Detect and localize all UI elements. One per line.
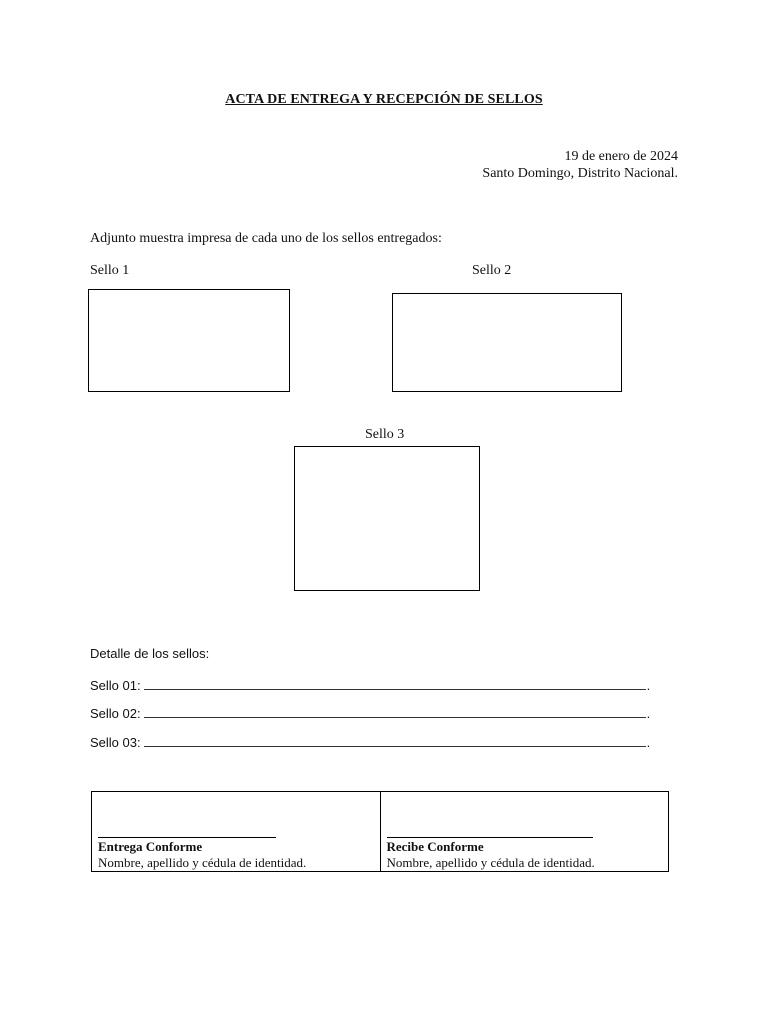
seal-detail-blank bbox=[144, 705, 646, 718]
seal-2-label: Sello 2 bbox=[472, 263, 512, 278]
signature-table bbox=[91, 791, 669, 872]
detail-heading: Detalle de los sellos: bbox=[90, 646, 210, 661]
seal-3-stamp-box bbox=[294, 446, 480, 591]
seal-detail-blank bbox=[144, 677, 646, 690]
seal-detail-line bbox=[90, 705, 650, 721]
intro-text: Adjunto muestra impresa de cada uno de los sellos entregados: bbox=[90, 231, 442, 246]
seal-3-label: Sello 3 bbox=[365, 427, 405, 442]
date-location-block bbox=[482, 148, 678, 182]
seal-1-label: Sello 1 bbox=[90, 263, 130, 278]
signature-description: Nombre, apellido y cédula de identidad. bbox=[98, 855, 307, 870]
document-location: Santo Domingo, Distrito Nacional. bbox=[482, 166, 678, 181]
seal-detail-end: . bbox=[646, 706, 651, 721]
signature-cell-delivery bbox=[92, 792, 380, 871]
seal-detail-line bbox=[90, 677, 650, 693]
signature-description: Nombre, apellido y cédula de identidad. bbox=[386, 855, 595, 870]
seal-1-stamp-box bbox=[88, 289, 290, 392]
seal-detail-end: . bbox=[646, 735, 651, 750]
seal-detail-blank bbox=[144, 734, 646, 747]
document-title: ACTA DE ENTREGA Y RECEPCIÓN DE SELLOS bbox=[225, 92, 543, 107]
signature-line bbox=[98, 837, 276, 838]
signature-line bbox=[387, 837, 593, 838]
signature-cell-receipt bbox=[380, 792, 669, 871]
seal-detail-end: . bbox=[646, 678, 651, 693]
signature-role: Recibe Conforme bbox=[386, 839, 484, 854]
seal-detail-label: Sello 03: bbox=[90, 735, 141, 750]
seal-detail-line bbox=[90, 734, 650, 750]
seal-detail-label: Sello 02: bbox=[90, 706, 141, 721]
seal-detail-label: Sello 01: bbox=[90, 678, 141, 693]
document-date: 19 de enero de 2024 bbox=[564, 149, 678, 164]
seal-2-stamp-box bbox=[392, 293, 622, 392]
signature-role: Entrega Conforme bbox=[98, 839, 203, 854]
